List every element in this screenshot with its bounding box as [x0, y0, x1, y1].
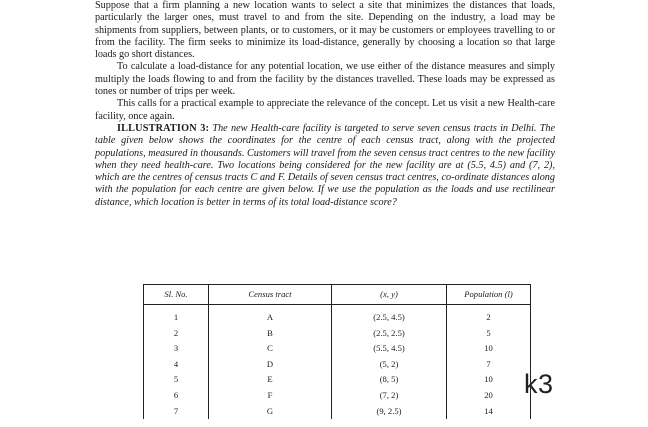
cell-census-tract: C: [209, 341, 332, 357]
cell-population: 14: [447, 404, 531, 420]
cell-population: 7: [447, 357, 531, 373]
cell-sl-no: 2: [144, 326, 209, 342]
table-row: [144, 372, 531, 388]
document-page: [95, 0, 555, 209]
header-sl-no: Sl. No.: [144, 285, 209, 305]
table-row: [144, 326, 531, 342]
cell-coordinates: (2.5, 2.5): [332, 326, 447, 342]
cell-census-tract: A: [209, 305, 332, 326]
cell-sl-no: 6: [144, 388, 209, 404]
cell-census-tract: F: [209, 388, 332, 404]
cell-census-tract: E: [209, 372, 332, 388]
cell-coordinates: (2.5, 4.5): [332, 305, 447, 326]
illustration-text: The new Health-care facility is targeted to serve seven census tracts in Delhi. The table given below shows the coordinates for the centre of each census tract, along with the projected populations, measured in thousands. Customers will travel from the seven census tract centres to the new facility when they need health-care. Two locations being considered for the new facility are at (5.5, 4.5) and (7, 2), which are the centres of census tracts C and F. Details of seven census tract centres, co-ordinate distances along with the population for each centre are given below. If we use the population as the loads and use rectilinear distance, which location is better in terms of its total load-distance score?: [95, 122, 556, 208]
corner-tag-label: k3: [524, 369, 554, 399]
table-header-row: [144, 285, 531, 305]
table-row: [144, 305, 531, 326]
cell-coordinates: (8, 5): [332, 372, 447, 388]
census-table-wrapper: [143, 284, 531, 419]
cell-sl-no: 5: [144, 372, 209, 388]
table-row: [144, 404, 531, 420]
cell-coordinates: (5, 2): [332, 357, 447, 373]
cell-census-tract: D: [209, 357, 332, 373]
table-row: [144, 388, 531, 404]
cell-population: 5: [447, 326, 531, 342]
header-population: Population (l): [447, 285, 531, 305]
illustration-heading: ILLUSTRATION 3:: [117, 122, 210, 134]
cell-population: 2: [447, 305, 531, 326]
illustration-paragraph: [95, 123, 555, 209]
paragraph-1: Suppose that a firm planning a new location wants to select a site that minimizes the distances that loads, particularly the larger ones, must travel to and from the site. Depending on the industry, a load may be shipments from suppliers, between plants, or to customers, or it may be customers or employees travelling to or from the facility. The firm seeks to minimize its load-distance, generally by choosing a location so that large loads go short distances.: [95, 0, 555, 61]
cell-sl-no: 4: [144, 357, 209, 373]
table-row: [144, 341, 531, 357]
cell-coordinates: (9, 2.5): [332, 404, 447, 420]
cell-coordinates: (5.5, 4.5): [332, 341, 447, 357]
paragraph-3: This calls for a practical example to appreciate the relevance of the concept. Let us visit a new Health-care facility, once again.: [95, 98, 555, 122]
cell-census-tract: B: [209, 326, 332, 342]
cell-population: 20: [447, 388, 531, 404]
cell-population: 10: [447, 341, 531, 357]
table-row: [144, 357, 531, 373]
header-census-tract: Census tract: [209, 285, 332, 305]
header-coordinates: (x, y): [332, 285, 447, 305]
cell-census-tract: G: [209, 404, 332, 420]
census-table: [143, 284, 531, 419]
cell-sl-no: 1: [144, 305, 209, 326]
cell-sl-no: 3: [144, 341, 209, 357]
cell-population: 10: [447, 372, 531, 388]
paragraph-2: To calculate a load-distance for any potential location, we use either of the distance measures and simply multiply the loads flowing to and from the facility by the distances travelled. These loads may be expressed as tones or number of trips per week.: [95, 61, 555, 98]
cell-sl-no: 7: [144, 404, 209, 420]
cell-coordinates: (7, 2): [332, 388, 447, 404]
